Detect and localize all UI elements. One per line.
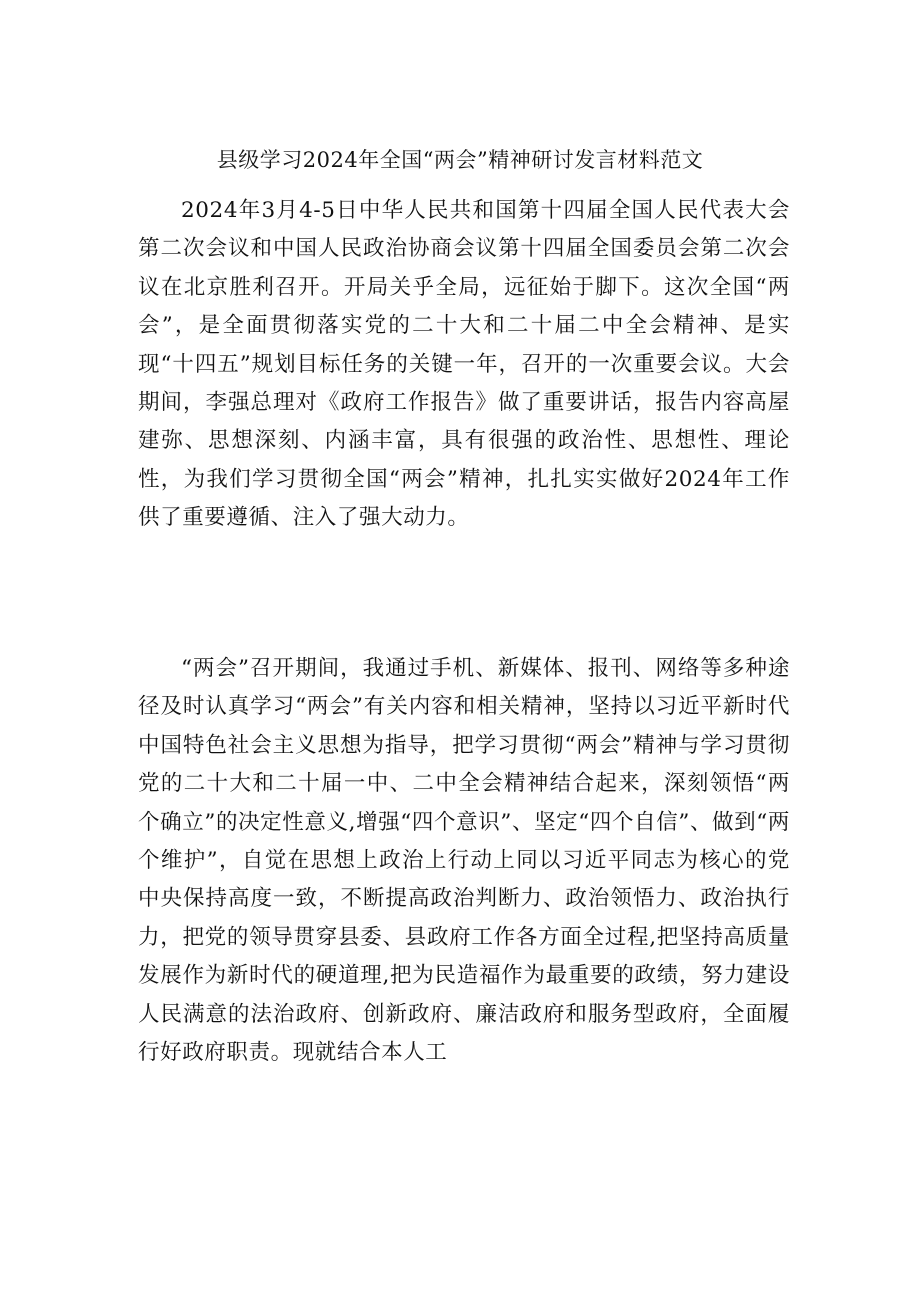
document-title: 县级学习2024年全国“两会”精神研讨发言材料范文 <box>216 148 704 172</box>
body-paragraph-2: “两会”召开期间，我通过手机、新媒体、报刊、网络等多种途径及时认真学习“两会”有关内容和相关精神，坚持以习近平新时代中国特色社会主义思想为指导，把学习贯彻“两会”精神与学习贯彻党的二十大和二十届一中、二中全会精神结合起来，深刻领悟“两个确立”的决定性意义,增强“四个意识”、坚定“四个自信”、做到“两个维护”，自觉在思想上政治上行动上同以习近平同志为核心的党中央保持高度一致，不断提高政治判断力、政治领悟力、政治执行力，把党的领导贯穿县委、县政府工作各方面全过程,把坚持高质量发展作为新时代的硬道理,把为民造福作为最重要的政绩，努力建设人民满意的法治政府、创新政府、廉洁政府和服务型政府，全面履行好政府职责。现就结合本人工 <box>138 656 790 1066</box>
body-paragraph-1: 2024年3月4-5日中华人民共和国第十四届全国人民代表大会第二次会议和中国人民政治协商会议第十四届全国委员会第二次会议在北京胜利召开。开局关乎全局，远征始于脚下。这次全国“两会”，是全面贯彻落实党的二十大和二十届二中全会精神、是实现“十四五”规划目标任务的关键一年，召开的一次重要会议。大会期间，李强总理对《政府工作报告》做了重要讲话，报告内容高屋建弥、思想深刻、内涵丰富，具有很强的政治性、思想性、理论性，为我们学习贯彻全国“两会”精神，扎扎实实做好2024年工作供了重要遵循、注入了强大动力。 <box>138 198 790 531</box>
